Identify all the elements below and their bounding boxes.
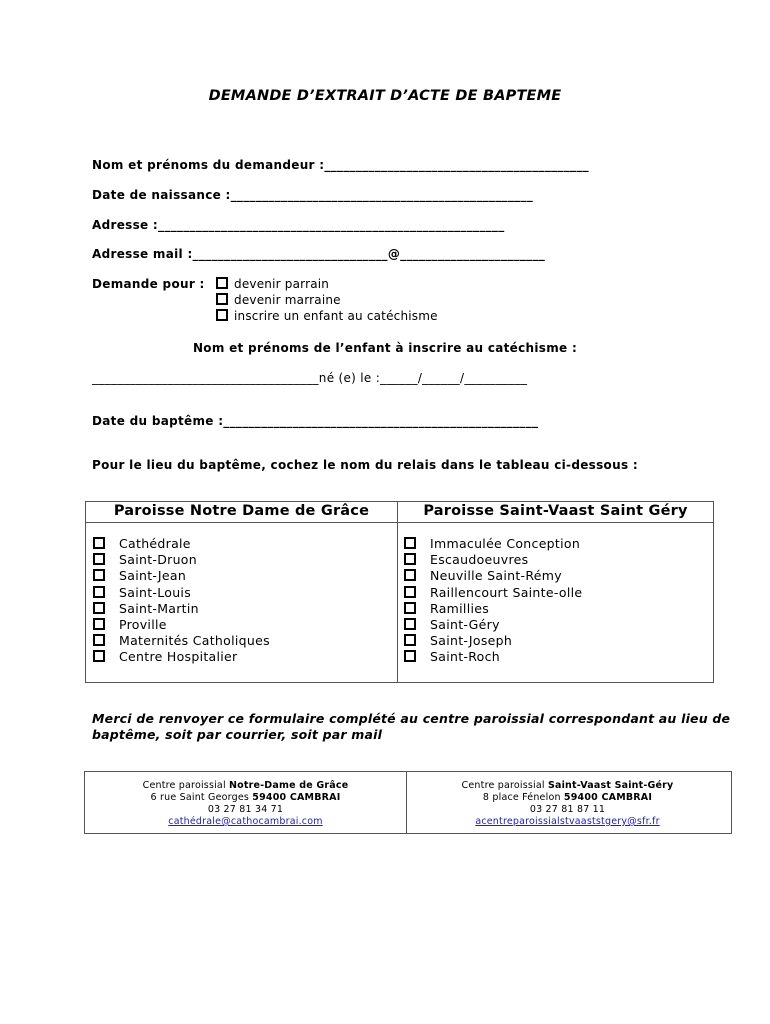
checkbox-icon[interactable] [93,553,105,565]
field-date-bapteme[interactable]: Date du baptême :__________________________________________________ [92,414,539,428]
list-item[interactable] [404,536,582,552]
merci-note: Merci de renvoyer ce formulaire complété au centre paroissial correspondant au lieu de baptême, soit par courrier, soit par mail [92,711,731,742]
checkbox-icon[interactable] [404,586,416,598]
relais-list-saint-vaast [404,536,582,666]
centre-saint-vaast [407,780,728,828]
relais-label: Saint-Jean [119,568,187,584]
relais-label: Saint-Druon [119,552,197,568]
paroisse-header: Paroisse Saint-Vaast Saint Géry [423,503,688,519]
checkbox-icon[interactable] [216,293,228,305]
checkbox-icon[interactable] [93,602,105,614]
lieu-instruction: Pour le lieu du baptême, cochez le nom du relais dans le tableau ci-dessous : [92,458,638,472]
centre-street: 6 rue Saint Georges [150,792,253,803]
list-item[interactable] [404,617,582,633]
enfant-heading: Nom et prénoms de l’enfant à inscrire au catéchisme : [192,341,578,355]
relais-label: Immaculée Conception [430,536,581,551]
list-item[interactable] [93,585,270,601]
field-adresse-mail[interactable]: Adresse mail :_______________________________@_______________________ [92,247,546,261]
option-label: devenir marraine [234,293,341,307]
option-label: devenir parrain [234,277,330,291]
centre-prefix: Centre paroissial [461,780,548,791]
list-item[interactable] [404,633,582,649]
table-divider [397,502,398,682]
relais-label: Saint-Joseph [430,633,513,649]
centre-city: 59400 CAMBRAI [252,792,341,803]
list-item[interactable] [93,568,270,584]
list-item[interactable] [93,601,270,617]
centre-email-link[interactable]: cathédrale@cathocambrai.com [168,816,323,827]
checkbox-icon[interactable] [93,650,105,662]
checkbox-icon[interactable] [93,569,105,581]
checkbox-icon[interactable] [93,586,105,598]
relais-label: Cathédrale [119,536,191,551]
field-nom-demandeur[interactable]: Nom et prénoms du demandeur :__________________________________________ [92,158,589,172]
centre-city: 59400 CAMBRAI [563,792,653,803]
option-label: inscrire un enfant au catéchisme [234,309,438,323]
list-item[interactable] [93,617,270,633]
centre-email-link[interactable]: acentreparoissialstvaaststgery@sfr.fr [475,816,660,827]
checkbox-icon[interactable] [93,634,105,646]
list-item[interactable] [93,552,270,568]
checkbox-icon[interactable] [93,618,105,630]
checkbox-icon[interactable] [404,602,416,614]
relais-label: Saint-Roch [430,649,500,665]
relais-label: Centre Hospitalier [119,649,238,665]
relais-label: Saint-Louis [119,584,192,600]
field-adresse[interactable]: Adresse :_______________________________________________________ [92,218,505,232]
list-item[interactable] [93,649,270,665]
checkbox-icon[interactable] [93,537,105,549]
relais-label: Saint-Géry [430,616,500,632]
relais-list-notre-dame [93,536,270,666]
relais-label: Neuville Saint-Rémy [430,568,562,584]
relais-label: Escaudoeuvres [430,552,529,568]
relais-label: Maternités Catholiques [119,633,270,649]
relais-label: Ramillies [430,600,490,616]
list-item[interactable] [404,585,582,601]
table-divider [86,522,713,523]
centre-name: Notre-Dame de Grâce [229,780,349,791]
list-item[interactable] [404,568,582,584]
checkbox-icon[interactable] [216,309,228,321]
centre-street: 8 place Fénelon [482,792,564,803]
document-title: DEMANDE D’EXTRAIT D’ACTE DE BAPTEME [208,88,562,104]
centre-notre-dame [85,780,406,828]
relais-label: Proville [119,616,167,632]
centre-phone: 03 27 81 87 11 [529,804,606,815]
list-item[interactable] [404,552,582,568]
paroisses-table [85,501,714,683]
list-item[interactable] [93,536,270,552]
checkbox-icon[interactable] [404,618,416,630]
field-date-naissance[interactable]: Date de naissance :________________________________________________ [92,188,534,202]
checkbox-icon[interactable] [216,277,228,289]
checkbox-icon[interactable] [404,553,416,565]
list-item[interactable] [404,601,582,617]
centre-name: Saint-Vaast Saint-Géry [547,780,674,791]
demande-pour-label: Demande pour : [92,277,205,291]
checkbox-icon[interactable] [404,569,416,581]
list-item[interactable] [93,633,270,649]
centres-table [84,771,732,834]
paroisse-header: Paroisse Notre Dame de Grâce [113,503,370,519]
field-enfant[interactable]: ____________________________________né (e) le :______/______/__________ [92,371,528,385]
relais-label: Raillencourt Sainte-olle [430,584,583,600]
centre-prefix: Centre paroissial [142,780,230,791]
relais-label: Saint-Martin [119,600,199,616]
option-parrain[interactable] [216,277,329,291]
option-marraine[interactable] [216,293,341,307]
option-catechisme[interactable] [216,309,438,323]
centre-phone: 03 27 81 34 71 [207,804,284,815]
checkbox-icon[interactable] [404,537,416,549]
checkbox-icon[interactable] [404,650,416,662]
list-item[interactable] [404,649,582,665]
checkbox-icon[interactable] [404,634,416,646]
